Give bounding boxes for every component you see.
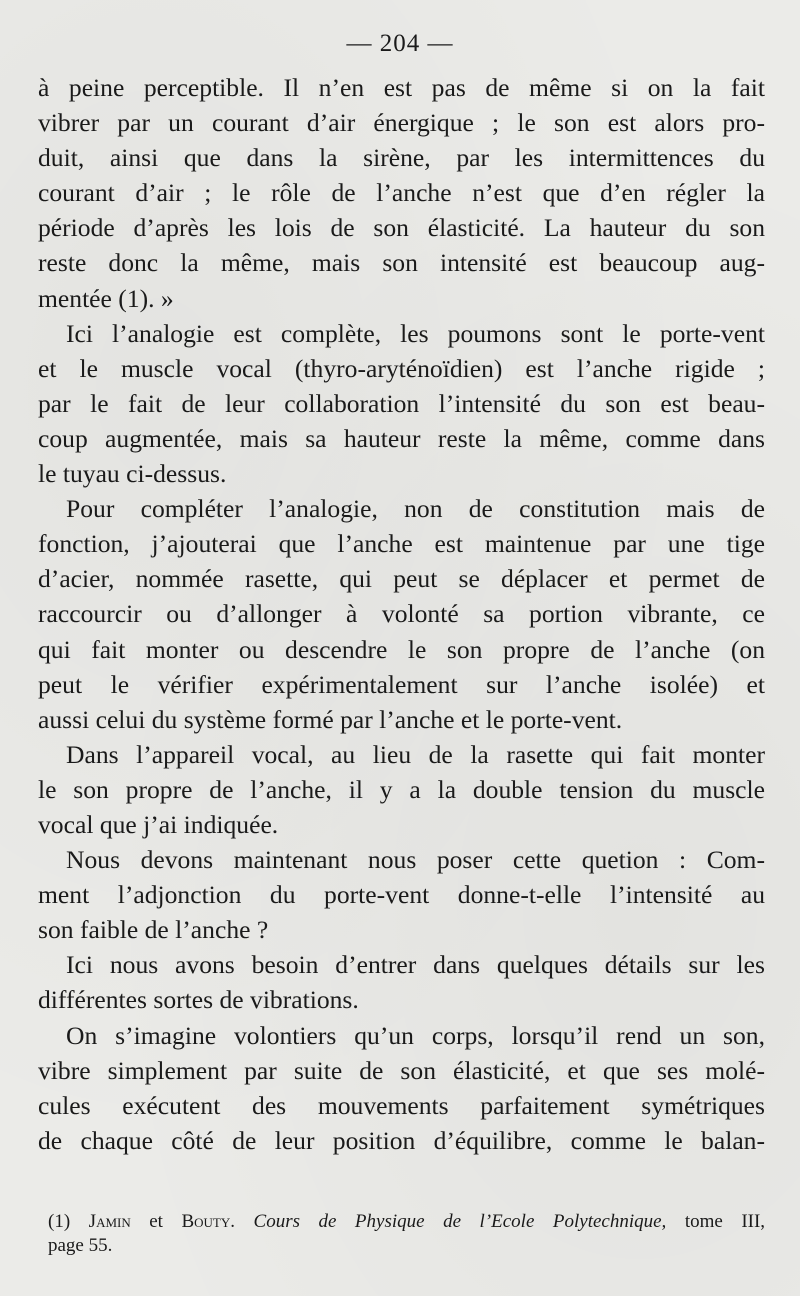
footnote-author: Jamin — [88, 1211, 131, 1232]
text-line: d’acier, nommée rasette, qui peut se déplacer et permet de — [38, 564, 765, 594]
text-line: par le fait de leur collaboration l’intensité du son est beau- — [38, 388, 765, 418]
text-line: mentée (1). » — [38, 283, 174, 313]
text-line: Pour compléter l’analogie, non de constitution mais de — [66, 494, 765, 524]
paragraph — [38, 491, 765, 737]
text-line: ment l’adjonction du porte-vent donne-t-elle l’intensité au — [38, 880, 765, 910]
text-line: le son propre de l’anche, il y a la double tension du muscle — [38, 774, 765, 804]
footnote-marker: (1) — [48, 1211, 71, 1232]
footnote-connector: et — [149, 1211, 163, 1232]
text-line: cules exécutent des mouvements parfaitement symétriques — [38, 1090, 765, 1120]
text-line: peut le vérifier expérimentalement sur l’anche isolée) et — [38, 669, 765, 699]
text-line: vibrer par un courant d’air énergique ; le son est alors pro- — [38, 108, 765, 138]
text-line: de chaque côté de leur position d’équilibre, comme le balan- — [38, 1125, 765, 1155]
footnote-author: Bouty — [181, 1211, 231, 1232]
text-line: reste donc la même, mais son intensité est beaucoup aug- — [38, 248, 765, 278]
text-line: coup augmentée, mais sa hauteur reste la même, comme dans — [38, 423, 765, 453]
text-line: à peine perceptible. Il n’en est pas de même si on la fait — [38, 73, 765, 102]
text-line: période d’après les lois de son élasticité. La hauteur du son — [38, 213, 765, 243]
paragraph — [38, 947, 765, 1017]
text-line: Dans l’appareil vocal, au lieu de la rasette qui fait monter — [66, 739, 765, 769]
text-line: Ici nous avons besoin d’entrer dans quelques détails sur les — [66, 950, 765, 980]
text-line: vibre simplement par suite de son élasticité, et que ses molé- — [38, 1055, 765, 1085]
text-line: On s’imagine volontiers qu’un corps, lorsqu’il rend un son, — [66, 1020, 765, 1050]
paragraph — [38, 70, 765, 316]
paragraph — [38, 842, 765, 947]
text-line: courant d’air ; le rôle de l’anche n’est que d’en régler la — [38, 178, 765, 208]
text-line: Ici l’analogie est complète, les poumons sont le porte-vent — [66, 318, 765, 348]
paragraph — [38, 316, 765, 491]
text-line: vocal que j’ai indiquée. — [38, 809, 279, 839]
text-line: le tuyau ci-dessus. — [38, 459, 227, 489]
text-line: et le muscle vocal (thyro-aryténoïdien) est l’anche rigide ; — [38, 353, 765, 383]
text-line: aussi celui du système formé par l’anche et le porte-vent. — [38, 704, 623, 734]
text-line: Nous devons maintenant nous poser cette quetion : Com- — [66, 845, 765, 875]
text-line: qui fait monter ou descendre le son propre de l’anche (on — [38, 634, 765, 664]
text-line: duit, ainsi que dans la sirène, par les intermittences du — [38, 143, 765, 173]
body-text — [38, 70, 765, 1158]
footnote-title: Cours de Physique de l’Ecole Polytechnique, — [253, 1211, 667, 1232]
paragraph — [38, 737, 765, 842]
text-line: raccourcir ou d’allonger à volonté sa portion vibrante, ce — [38, 599, 765, 629]
text-line: fonction, j’ajouterai que l’anche est maintenue par une tige — [38, 529, 765, 559]
text-line: différentes sortes de vibrations. — [38, 985, 359, 1015]
footnote-page: page 55. — [48, 1235, 113, 1256]
footnote-volume: tome III, — [684, 1211, 766, 1232]
footnote-line: (1) Jamin et Bouty. Cours de Physique de l’Ecole Polytechnique, tome III, — [48, 1211, 766, 1232]
footnote — [48, 1210, 765, 1258]
text-line: son faible de l’anche ? — [38, 915, 269, 945]
paragraph — [38, 1018, 765, 1158]
page-number: — 204 — — [346, 30, 454, 57]
